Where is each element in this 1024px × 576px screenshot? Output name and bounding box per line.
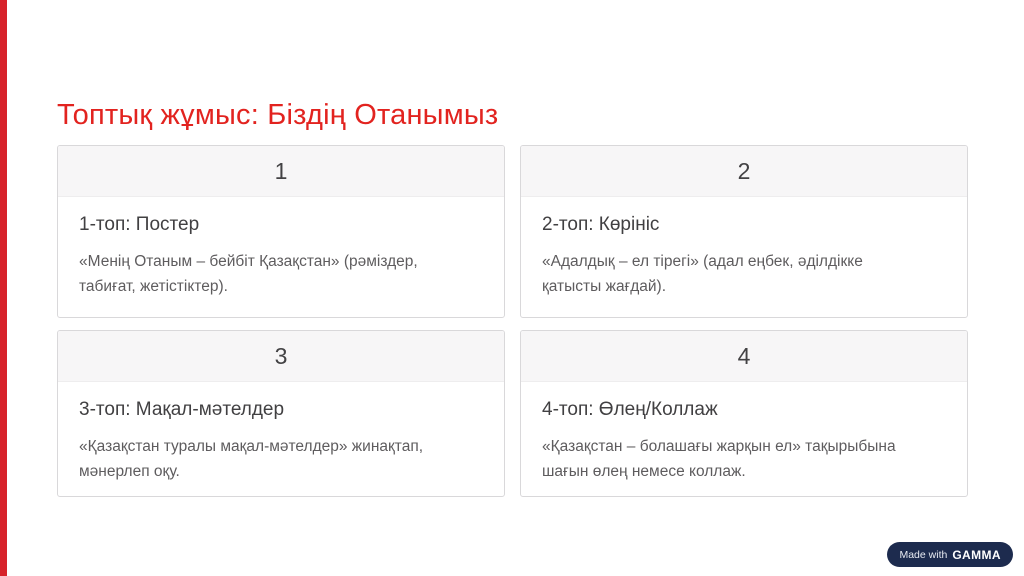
card-3-number: 3: [274, 342, 288, 369]
card-3-body: [58, 382, 504, 484]
group-card-1: [57, 145, 505, 318]
card-4-header: [521, 331, 967, 382]
card-4-body: [521, 382, 967, 484]
badge-prefix-label: Made with: [899, 548, 948, 561]
card-2-number: 2: [737, 157, 751, 184]
card-2-body: [521, 197, 967, 299]
card-2-heading: 2-топ: Көрініс: [542, 214, 660, 235]
card-2-header: [521, 146, 967, 197]
gamma-logo: GAMMA: [952, 547, 1001, 562]
group-card-3: [57, 330, 505, 497]
card-1-description: «Менің Отаным – бейбіт Қазақстан» (рәміздер, табиғат, жетістіктер).: [79, 253, 418, 296]
card-1-header: [58, 146, 504, 197]
card-4-heading: 4-топ: Өлең/Коллаж: [542, 399, 718, 420]
group-card-4: [520, 330, 968, 497]
card-4-number: 4: [737, 342, 751, 369]
group-card-2: [520, 145, 968, 318]
accent-stripe: [0, 0, 7, 576]
group-card-grid: [57, 145, 968, 497]
card-2-description: «Адалдық – ел тірегі» (адал еңбек, әділдікке қатысты жағдай).: [542, 253, 863, 296]
card-3-description: «Қазақстан туралы мақал-мәтелдер» жинақтап, мәнерлеп оқу.: [79, 438, 424, 481]
card-1-heading: 1-топ: Постер: [79, 214, 200, 235]
made-with-gamma-badge[interactable]: [887, 542, 1013, 567]
slide-title: Топтық жұмыс: Біздің Отанымыз: [57, 99, 499, 132]
card-3-header: [58, 331, 504, 382]
card-1-body: [58, 197, 504, 299]
card-4-description: «Қазақстан – болашағы жарқын ел» тақырыбына шағын өлең немесе коллаж.: [542, 438, 896, 481]
card-3-heading: 3-топ: Мақал-мәтелдер: [79, 399, 285, 420]
card-1-number: 1: [274, 157, 288, 184]
